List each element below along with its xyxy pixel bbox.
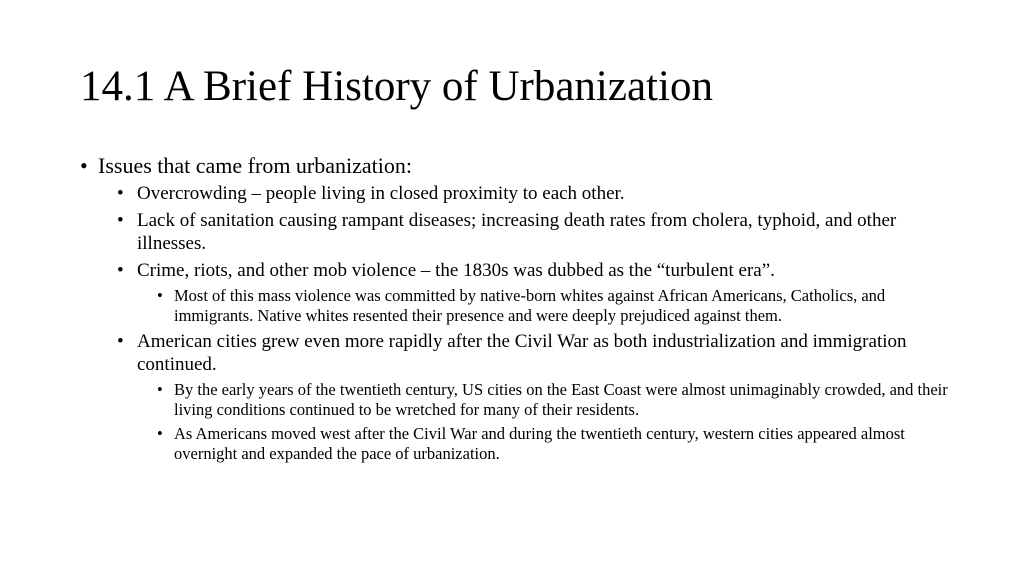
list-item-text: Lack of sanitation causing rampant diseases; increasing death rates from cholera, typhoid, and other illnesses.	[137, 210, 897, 254]
list-item-text: Crime, riots, and other mob violence – the 1830s was dubbed as the “turbulent era”.	[137, 260, 775, 281]
list-item	[117, 182, 950, 205]
bullet-icon: •	[117, 183, 124, 204]
list-item	[157, 286, 950, 326]
list-item	[157, 380, 950, 420]
bullet-icon: •	[117, 210, 124, 231]
bullet-icon: •	[157, 286, 163, 305]
list-item	[157, 424, 950, 464]
list-item-text: Issues that came from urbanization:	[98, 153, 413, 178]
bullet-list	[80, 152, 950, 468]
list-item-text: Overcrowding – people living in closed proximity to each other.	[137, 183, 625, 204]
bullet-icon: •	[117, 260, 124, 281]
list-item	[117, 259, 950, 282]
bullet-icon: •	[157, 380, 163, 399]
list-item	[80, 152, 950, 180]
list-item	[117, 330, 950, 376]
bullet-icon: •	[157, 424, 163, 443]
list-item	[117, 209, 950, 255]
list-item-text: American cities grew even more rapidly after the Civil War as both industrialization and immigration continued.	[137, 331, 907, 375]
list-item-text: Most of this mass violence was committed by native-born whites against African Americans, Catholics, and immigrants. Native whites resented their presence and were deeply prejudiced against them.	[174, 286, 886, 325]
slide-title: 14.1 A Brief History of Urbanization	[80, 63, 713, 110]
list-item-text: By the early years of the twentieth century, US cities on the East Coast were almost unimaginably crowded, and their living conditions continued to be wretched for many of their residents.	[174, 380, 948, 419]
bullet-icon: •	[117, 331, 124, 352]
bullet-icon: •	[80, 153, 88, 178]
list-item-text: As Americans moved west after the Civil War and during the twentieth century, western cities appeared almost overnight and expanded the pace of urbanization.	[174, 424, 905, 463]
